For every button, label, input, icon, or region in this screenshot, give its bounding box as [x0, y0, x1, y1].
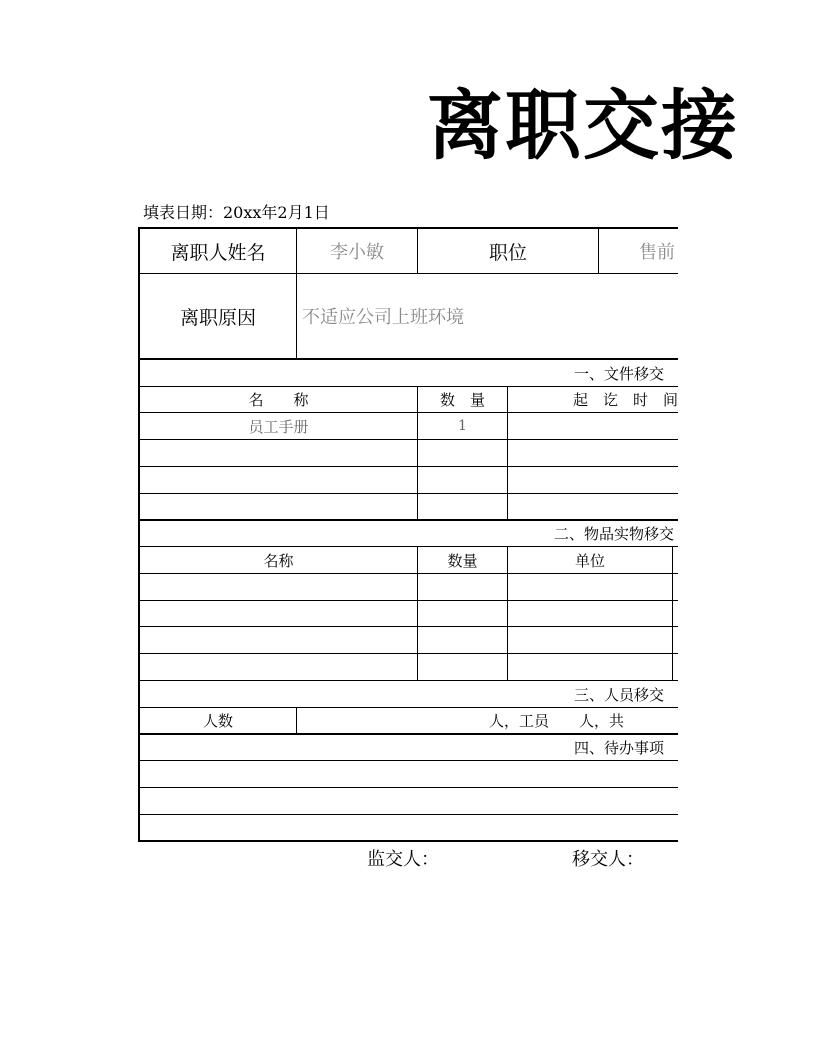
table-border-bottom	[138, 840, 678, 842]
file-col-period: 起 讫 时 间	[573, 391, 679, 409]
grid-line	[138, 600, 678, 601]
item-col-unit: 单位	[574, 551, 605, 570]
fill-date: 填表日期：20xx年2月1日	[143, 203, 330, 222]
name-value[interactable]: 李小敏	[330, 242, 384, 263]
reason-label: 离职原因	[179, 306, 256, 329]
grid-line	[672, 546, 673, 680]
staff-count-text[interactable]: 人，工员 人，共	[489, 712, 625, 730]
section-item-handover-title: 二、物品实物移交	[553, 525, 674, 543]
position-label: 职位	[488, 241, 527, 264]
grid-line	[138, 573, 678, 574]
handover-person-label: 移交人：	[572, 849, 644, 870]
grid-line	[138, 760, 678, 761]
grid-line	[138, 439, 678, 440]
page-title: 离职交接	[427, 81, 739, 170]
section-pending-items-title: 四、待办事项	[573, 739, 664, 757]
grid-line	[138, 814, 678, 815]
item-col-name: 名称	[263, 551, 294, 570]
grid-line	[138, 493, 678, 494]
item-col-qty: 数量	[447, 551, 478, 570]
name-label: 离职人姓名	[170, 241, 266, 264]
grid-line	[138, 626, 678, 627]
file-col-qty: 数 量	[439, 391, 485, 409]
grid-line	[138, 653, 678, 654]
staff-count-label: 人数	[202, 712, 233, 730]
file-row-1-qty[interactable]: 1	[458, 418, 467, 434]
reason-value[interactable]: 不适应公司上班环境	[302, 307, 464, 328]
supervisor-label: 监交人：	[367, 849, 439, 870]
grid-line	[138, 787, 678, 788]
section-file-handover-title: 一、文件移交	[573, 364, 664, 383]
position-value[interactable]: 售前	[639, 242, 675, 263]
grid-line	[138, 466, 678, 467]
section-staff-handover-title: 三、人员移交	[573, 685, 664, 704]
file-col-name: 名 称	[248, 391, 309, 409]
file-row-1-name[interactable]: 员工手册	[248, 417, 309, 436]
